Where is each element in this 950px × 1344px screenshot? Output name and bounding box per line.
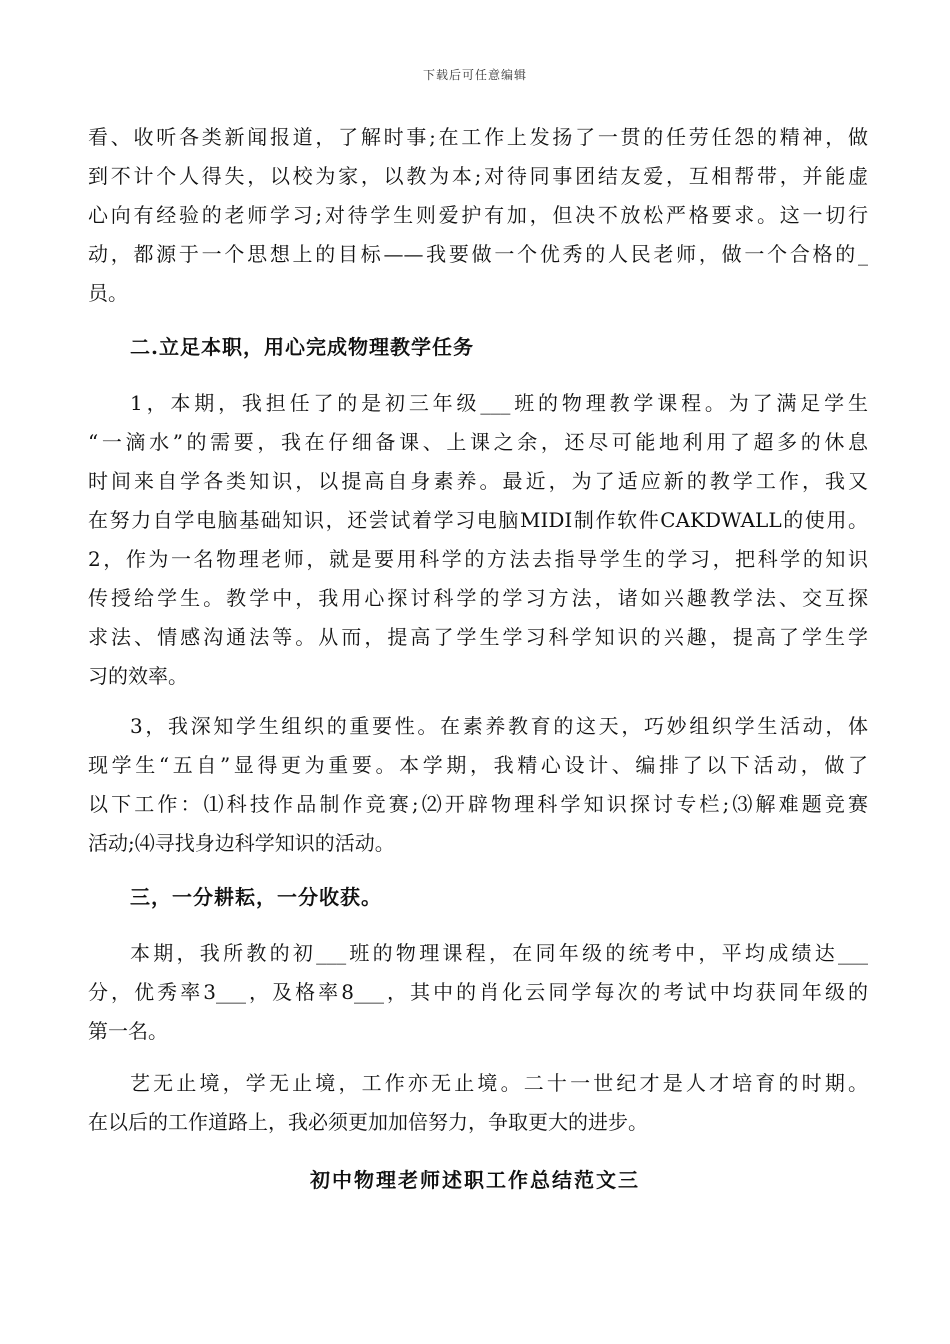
paragraph-line: 活动;⑷寻找身边科学知识的活动。 bbox=[88, 831, 395, 855]
paragraph-line: 2，作为一名物理老师，就是要用科学的方法去指导学生的学习，把科学的知识 bbox=[88, 547, 868, 571]
paragraph-line: 本期，我所教的初___班的物理课程，在同年级的统考中，平均成绩达___ bbox=[130, 941, 868, 965]
page-header-note: 下载后可任意编辑 bbox=[422, 68, 527, 82]
paragraph-line: 看、收听各类新闻报道，了解时事;在工作上发扬了一贯的任劳任怨的精神，做 bbox=[88, 125, 868, 149]
paragraph-line: “一滴水”的需要，我在仔细备课、上课之余，还尽可能地利用了超多的休息 bbox=[88, 430, 868, 454]
paragraph-line: 习的效率。 bbox=[88, 664, 188, 688]
paragraph-line: 艺无止境，学无止境，工作亦无止境。二十一世纪才是人才培育的时期。 bbox=[130, 1071, 868, 1095]
paragraph-line: 求法、情感沟通法等。从而，提高了学生学习科学知识的兴趣，提高了学生学 bbox=[88, 625, 868, 649]
section-heading-3: 三，一分耕耘，一分收获。 bbox=[130, 885, 382, 909]
paragraph-line: 分，优秀率3___，及格率8___，其中的肖化云同学每次的考试中均获同年级的 bbox=[88, 980, 868, 1004]
paragraph-line: 传授给学生。教学中，我用心探讨科学的学习方法，诸如兴趣教学法、交互探 bbox=[88, 586, 868, 610]
paragraph-line: 3，我深知学生组织的重要性。在素养教育的这天，巧妙组织学生活动，体 bbox=[130, 714, 868, 738]
paragraph-line: 现学生“五自”显得更为重要。本学期，我精心设计、编排了以下活动，做了 bbox=[88, 753, 868, 777]
paragraph-line: 以下工作：⑴科技作品制作竞赛;⑵开辟物理科学知识探讨专栏;⑶解难题竞赛 bbox=[88, 792, 868, 816]
document-title: 初中物理老师述职工作总结范文三 bbox=[310, 1168, 640, 1192]
paragraph-line: 心向有经验的老师学习;对待学生则爱护有加，但决不放松严格要求。这一切行 bbox=[88, 203, 868, 227]
paragraph-line: 时间来自学各类知识，以提高自身素养。最近，为了适应新的教学工作，我又 bbox=[88, 469, 868, 493]
section-heading-2: 二.立足本职，用心完成物理教学任务 bbox=[130, 335, 474, 359]
paragraph-line: 员。 bbox=[88, 281, 128, 305]
paragraph-line: 第一名。 bbox=[88, 1019, 168, 1043]
paragraph-line: 动，都源于一个思想上的目标——我要做一个优秀的人民老师，做一个合格的_ bbox=[88, 242, 868, 266]
paragraph-line: 到不计个人得失，以校为家，以教为本;对待同事团结友爱，互相帮带，并能虚 bbox=[88, 164, 868, 188]
paragraph-line: 1，本期，我担任了的是初三年级___班的物理教学课程。为了满足学生 bbox=[130, 391, 868, 415]
paragraph-line: 在努力自学电脑基础知识，还尝试着学习电脑MIDI制作软件CAKDWALL的使用。 bbox=[88, 508, 868, 532]
paragraph-line: 在以后的工作道路上，我必须更加加倍努力，争取更大的进步。 bbox=[88, 1110, 648, 1134]
